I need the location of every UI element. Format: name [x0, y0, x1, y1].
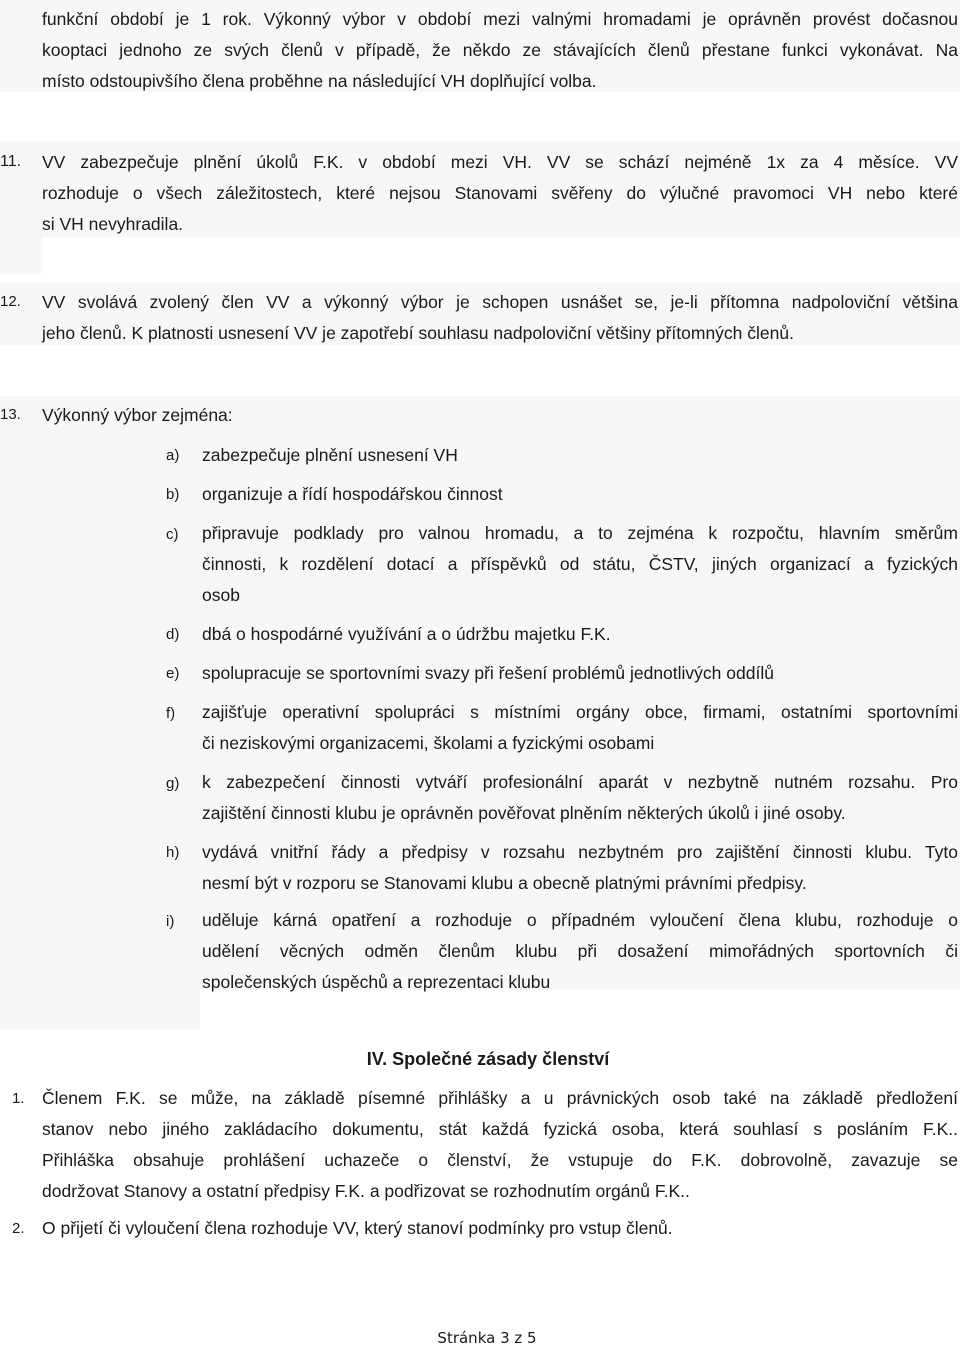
item-13-intro: Výkonný výbor zejména: [42, 405, 233, 425]
subitem-b-label: b) [166, 486, 180, 503]
subitem-g-label: g) [166, 775, 180, 792]
page-footer: Stránka 3 z 5 [437, 1329, 537, 1347]
subitem-i-line-2: udělení věcných odměn členům klubu při dosažení mimořádných sportovních či [202, 941, 958, 961]
shade-block-item11-tail [0, 237, 42, 274]
subitem-f-line-1: zajišťuje operativní spolupráci s místními orgány obce, firmami, ostatními sportovními [202, 702, 958, 722]
subitem-f-label: f) [166, 705, 176, 722]
intro-line-1: funkční období je 1 rok. Výkonný výbor v období mezi valnými hromadami je oprávněn provést dočasnou [42, 9, 958, 29]
intro-line-2: kooptaci jednoho ze svých členů v případě, že někdo ze stávajících členů přestane funkci vykonávat. Na [42, 40, 958, 60]
item-11-number: 11. [0, 153, 22, 170]
subitem-d-label: d) [166, 626, 180, 643]
section-item-2-number: 2. [12, 1220, 25, 1237]
item-12-line-1: VV svolává zvolený člen VV a výkonný výbor je schopen usnášet se, je-li přítomna nadpoloviční většina [42, 292, 958, 312]
subitem-e-line-1: spolupracuje se sportovními svazy při řešení problémů jednotlivých oddílů [202, 663, 774, 683]
section-item-1-line-1: Členem F.K. se může, na základě písemné přihlášky a u právnických osob také na základě předložení [42, 1088, 958, 1108]
subitem-a-line-1: zabezpečuje plnění usnesení VH [202, 445, 458, 465]
subitem-b-line-1: organizuje a řídí hospodářskou činnost [202, 484, 503, 504]
subitem-d-line-1: dbá o hospodárné využívání a o údržbu majetku F.K. [202, 624, 611, 644]
subitem-i-line-3: společenských úspěchů a reprezentaci klubu [202, 972, 551, 992]
shade-block-item13-tail [0, 990, 200, 1030]
subitem-h-line-1: vydává vnitřní řády a předpisy v rozsahu nezbytném pro zajištění činnosti klubu. Tyto [202, 842, 958, 862]
item-12-number: 12. [0, 293, 21, 310]
subitem-c-line-3: osob [202, 585, 240, 605]
subitem-a-label: a) [166, 447, 180, 464]
item-11-line-1: VV zabezpečuje plnění úkolů F.K. v období mezi VH. VV se schází nejméně 1x za 4 měsíce. VV [42, 152, 958, 172]
section-heading: IV. Společné zásady členství [366, 1049, 610, 1069]
section-item-1-line-4: dodržovat Stanovy a ostatní předpisy F.K. a podřizovat se rozhodnutím orgánů F.K.. [42, 1181, 690, 1201]
subitem-h-line-2: nesmí být v rozporu se Stanovami klubu a obecně platnými právními předpisy. [202, 873, 807, 893]
section-item-1-number: 1. [12, 1090, 25, 1107]
subitem-c-line-2: činnosti, k rozdělení dotací a příspěvků od státu, ČSTV, jiných organizací a fyzických [202, 554, 958, 574]
subitem-c-label: c) [166, 526, 179, 543]
subitem-i-label: i) [166, 913, 175, 930]
item-11-line-3: si VH nevyhradila. [42, 214, 184, 234]
section-item-1-line-2: stanov nebo jiného zakládacího dokumentu, stát každá fyzická osoba, která souhlasí s posláním F.K.. [42, 1119, 958, 1139]
section-item-1-line-3: Přihláška obsahuje prohlášení uchazeče o členství, že vstupuje do F.K. dobrovolně, zavazuje se [42, 1150, 958, 1170]
subitem-h-label: h) [166, 844, 180, 861]
intro-line-3: místo odstoupivšího člena proběhne na následující VH doplňující volba. [42, 71, 597, 91]
item-13-number: 13. [0, 406, 21, 423]
subitem-g-line-2: zajištění činnosti klubu je oprávněn pověřovat plněním některých úkolů i jiné osoby. [202, 803, 846, 823]
subitem-i-line-1: uděluje kárná opatření a rozhoduje o případném vyloučení člena klubu, rozhoduje o [202, 910, 958, 930]
subitem-c-line-1: připravuje podklady pro valnou hromadu, a to zejména k rozpočtu, hlavním směrům [202, 523, 958, 543]
item-12-line-2: jeho členů. K platnosti usnesení VV je zapotřebí souhlasu nadpoloviční většiny přítomných členů. [42, 323, 794, 343]
subitem-e-label: e) [166, 665, 180, 682]
subitem-g-line-1: k zabezpečení činnosti vytváří profesionální aparát v nezbytně nutném rozsahu. Pro [202, 772, 958, 792]
section-item-2-line-1: O přijetí či vyloučení člena rozhoduje VV, který stanoví podmínky pro vstup členů. [42, 1218, 673, 1238]
item-11-line-2: rozhoduje o všech záležitostech, které nejsou Stanovami svěřeny do výlučné pravomoci VH nebo které [42, 183, 958, 203]
subitem-f-line-2: či neziskovými organizacemi, školami a fyzickými osobami [202, 733, 655, 753]
